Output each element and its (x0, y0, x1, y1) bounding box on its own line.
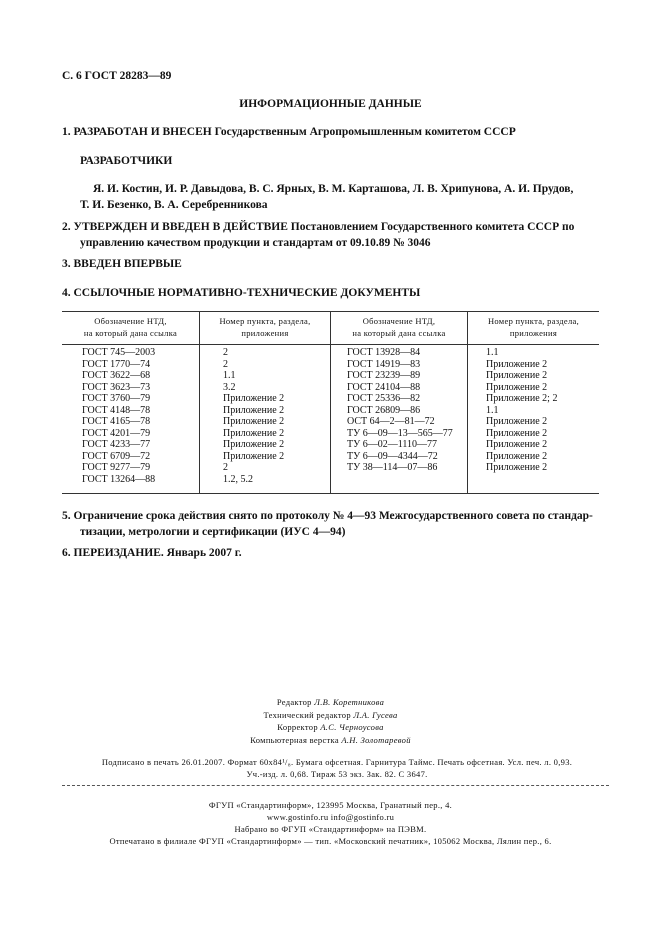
developers-names (80, 181, 610, 213)
left-docs-column (82, 347, 155, 485)
table-cell-item: Приложение 2 (486, 416, 548, 427)
table-divider-1 (199, 312, 200, 493)
credit-corrector: Корректор А.С. Черноусова (277, 722, 384, 732)
table-cell-item: 3.2 (223, 381, 236, 393)
table-cell-item: Приложение 2 (486, 450, 548, 462)
section-1: 1. РАЗРАБОТАН И ВНЕСЕН Государственным Агропромышленным комитетом СССР (62, 126, 516, 138)
credit-editor: Редактор Л.В. Коретникова (276, 697, 385, 707)
table-cell-item: 1.1 (486, 347, 499, 358)
table-cell-item: Приложение 2 (486, 370, 548, 381)
print-info (62, 756, 612, 780)
table-cell-item: Приложение 2 (486, 439, 548, 450)
table-cell-doc: ГОСТ 6709—72 (82, 450, 151, 462)
table-cell-doc: ГОСТ 1770—74 (82, 358, 151, 370)
section-2-line-2: управлению качеством продукции и стандартам от 09.10.89 № 3046 (80, 237, 431, 249)
table-cell-doc: ГОСТ 23239—89 (347, 370, 421, 381)
table-cell-item: Приложение 2 (486, 358, 548, 370)
table-cell-item: Приложение 2 (486, 462, 548, 473)
table-cell-item: Приложение 2 (223, 416, 285, 427)
table-divider-3 (467, 312, 468, 493)
table-cell-doc: ГОСТ 3622—68 (82, 370, 151, 381)
table-cell-doc: ГОСТ 3623—73 (82, 381, 151, 393)
page-title: ИНФОРМАЦИОННЫЕ ДАННЫЕ (239, 98, 422, 110)
table-cell-doc: ОСТ 64—2—81—72 (347, 416, 435, 427)
table-cell-doc: ТУ 6—09—13—565—77 (347, 427, 453, 439)
header-ntd-right: Обозначение НТД, на который дана ссылка (352, 316, 446, 338)
publisher-line-1: ФГУП «Стандартинформ», 123995 Москва, Гранатный пер., 4. (208, 800, 453, 810)
table-cell-item: 2 (223, 358, 228, 370)
credit-tech-editor: Технический редактор Л.А. Гусева (263, 709, 398, 720)
dotted-divider (62, 785, 609, 786)
table-cell-doc: ГОСТ 745—2003 (82, 347, 156, 358)
table-cell-doc: ГОСТ 4201—79 (82, 427, 151, 439)
section-2-line-1: 2. УТВЕРЖДЕН И ВВЕДЕН В ДЕЙСТВИЕ Постановлением Государственного комитета СССР по (62, 221, 575, 233)
table-cell-item: Приложение 2 (223, 427, 285, 439)
developers-heading: РАЗРАБОТЧИКИ (80, 155, 173, 167)
table-cell-item: Приложение 2 (486, 427, 548, 439)
table-cell-doc: ТУ 6—09—4344—72 (347, 450, 438, 462)
table-cell-doc: ГОСТ 3760—79 (82, 393, 151, 404)
section-5-line-1: 5. Ограничение срока действия снято по протоколу № 4—93 Межгосударственного совета по стандар- (62, 510, 593, 522)
table-cell-item: Приложение 2 (223, 450, 285, 462)
table-cell-doc: ГОСТ 26809—86 (347, 404, 421, 416)
table-cell-item: 1.1 (486, 404, 499, 416)
left-items-column (223, 347, 284, 485)
table-cell-item: 1.1 (223, 370, 236, 381)
print-info-line-2: Уч.-изд. л. 0,68. Тираж 53 экз. Зак. 82. С 3647. (246, 769, 428, 779)
table-divider-2 (330, 312, 331, 493)
table-cell-doc: ГОСТ 9277—79 (82, 462, 151, 473)
developers-line-2: Т. И. Безенко, В. А. Серебренникова (80, 199, 268, 211)
table-cell-doc: ГОСТ 4148—78 (82, 404, 151, 416)
section-3: 3. ВВЕДЕН ВПЕРВЫЕ (62, 258, 182, 270)
table-cell-item: Приложение 2 (223, 393, 285, 404)
table-cell-doc: ГОСТ 13928—84 (347, 347, 421, 358)
table-cell-item: 2 (223, 462, 228, 473)
right-docs-column (347, 347, 453, 474)
section-5 (62, 508, 612, 540)
table-cell-doc: ГОСТ 4165—78 (82, 416, 151, 427)
table-cell-item: Приложение 2 (486, 381, 548, 393)
developers-line-1: Я. И. Костин, И. Р. Давыдова, В. С. Ярных, В. М. Карташова, Л. В. Хрипунова, А. И. Прудов, (93, 183, 574, 195)
publisher-line-3: Набрано во ФГУП «Стандартинформ» на ПЭВМ. (234, 824, 427, 834)
print-info-line-1: Подписано в печать 26.01.2007. Формат 60x84¹/₈. Бумага офсетная. Гарнитура Таймс. Печать офсетная. Усл. печ. л. 0,93. (101, 757, 573, 767)
table-cell-doc: ГОСТ 4233—77 (82, 439, 151, 450)
table-cell-item: 1.2, 5.2 (223, 473, 253, 485)
reference-table (62, 311, 599, 494)
publisher-block (0, 799, 661, 847)
section-6: 6. ПЕРЕИЗДАНИЕ. Январь 2007 г. (62, 547, 242, 559)
header-item-left: Номер пункта, раздела, приложения (219, 316, 311, 338)
credits-block (0, 696, 661, 746)
table-cell-doc: ГОСТ 25336—82 (347, 393, 421, 404)
table-cell-item: Приложение 2 (223, 439, 285, 450)
table-cell-item: 2 (223, 347, 228, 358)
table-cell-doc: ГОСТ 24104—88 (347, 381, 421, 393)
page-header: С. 6 ГОСТ 28283—89 (62, 70, 172, 82)
publisher-line-2: www.gostinfo.ru info@gostinfo.ru (266, 812, 395, 822)
table-cell-doc: ТУ 38—114—07—86 (347, 462, 438, 473)
section-2 (62, 219, 612, 251)
table-cell-doc: ГОСТ 13264—88 (82, 473, 156, 485)
section-4: 4. ССЫЛОЧНЫЕ НОРМАТИВНО-ТЕХНИЧЕСКИЕ ДОКУМЕНТЫ (62, 287, 421, 299)
credit-layout: Компьютерная верстка А.Н. Золотаревой (250, 734, 411, 745)
right-items-column (486, 347, 557, 474)
table-cell-item: Приложение 2; 2 (486, 393, 558, 404)
section-5-line-2: тизации, метрологии и сертификации (ИУС 4—94) (80, 526, 346, 538)
publisher-line-4: Отпечатано в филиале ФГУП «Стандартинформ» — тип. «Московский печатник», 105062 Москва, Лялин пер., 6. (109, 836, 552, 846)
table-cell-doc: ГОСТ 14919—83 (347, 358, 421, 370)
table-cell-item: Приложение 2 (223, 404, 285, 416)
header-item-right: Номер пункта, раздела, приложения (487, 316, 580, 338)
header-ntd-left: Обозначение НТД, на который дана ссылка (83, 316, 178, 338)
table-cell-doc: ТУ 6—02—1110—77 (347, 439, 437, 450)
